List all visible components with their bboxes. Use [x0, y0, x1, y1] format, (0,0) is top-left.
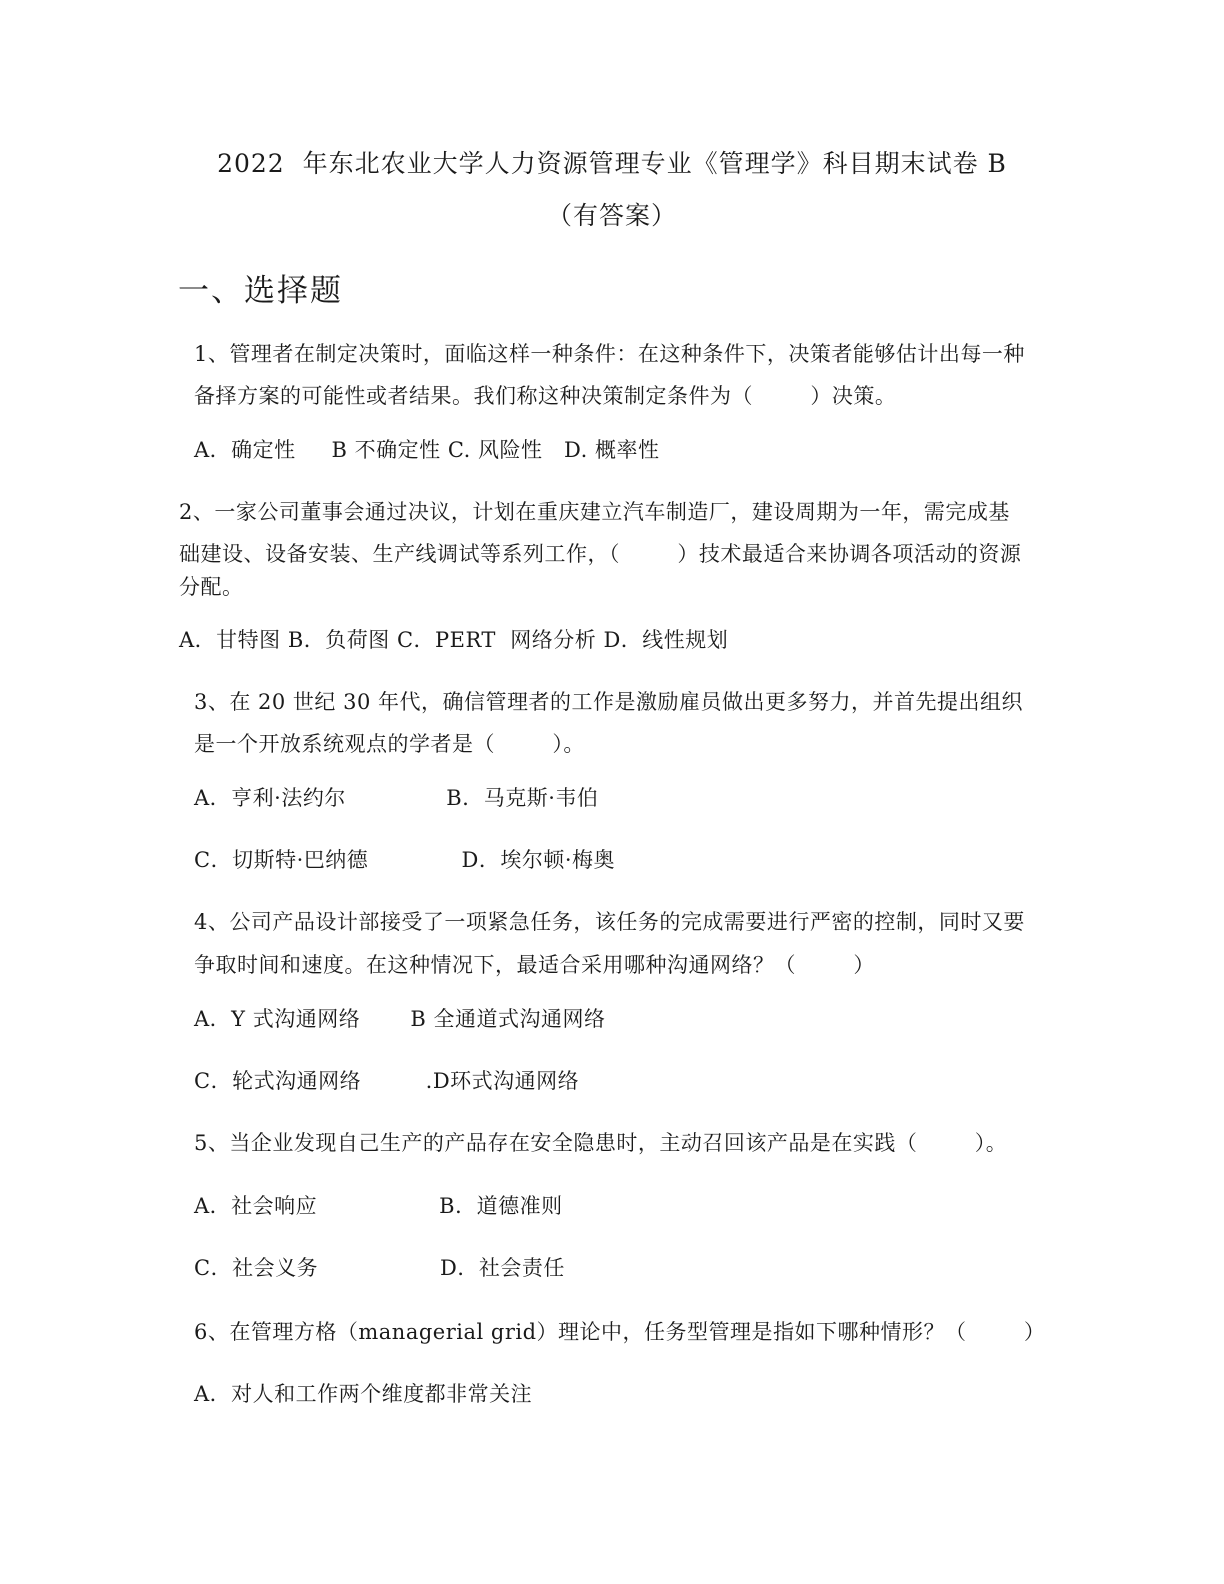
question-6-line-1: 6、在管理方格（managerial grid）理论中，任务型管理是指如下哪种情形？（ ） — [194, 1320, 1046, 1344]
question-4-line-2: 争取时间和速度。在这种情况下，最适合采用哪种沟通网络？（ ） — [194, 953, 875, 977]
document-subtitle: （有答案） — [546, 201, 677, 230]
question-4-line-1: 4、公司产品设计部接受了一项紧急任务，该任务的完成需要进行严密的控制，同时又要 — [194, 910, 1025, 934]
question-2-options: A．甘特图 B．负荷图 C．PERT 网络分析 D．线性规划 — [179, 628, 729, 652]
question-3-option-row-2: C．切斯特·巴纳德 D．埃尔顿·梅奥 — [194, 848, 616, 872]
question-3-line-1: 3、在 20 世纪 30 年代，确信管理者的工作是激励雇员做出更多努力，并首先提出组织 — [194, 690, 1024, 714]
question-1-line-2: 备择方案的可能性或者结果。我们称这种决策制定条件为（ ）决策。 — [194, 384, 897, 408]
question-5-line-1: 5、当企业发现自己生产的产品存在安全隐患时，主动召回该产品是在实践（ ）。 — [194, 1131, 1008, 1155]
question-5-option-row-1: A．社会响应 B．道德准则 — [194, 1194, 563, 1218]
question-3-option-row-1: A．亨利·法约尔 B．马克斯·韦伯 — [194, 786, 599, 810]
question-2-line-1: 2、一家公司董事会通过决议，计划在重庆建立汽车制造厂，建设周期为一年，需完成基 — [179, 500, 1010, 524]
question-1-options: A．确定性 B 不确定性 C. 风险性 D. 概率性 — [194, 438, 660, 462]
question-3-line-2: 是一个开放系统观点的学者是（ ）。 — [194, 732, 585, 756]
section-heading: 一、选择题 — [178, 273, 343, 309]
question-2-line-2: 础建设、设备安装、生产线调试等系列工作，（ ）技术最适合来协调各项活动的资源 — [179, 542, 1022, 566]
question-5-option-row-2: C．社会义务 D．社会责任 — [194, 1256, 565, 1280]
document-title: 2022 年东北农业大学人力资源管理专业《管理学》科目期末试卷 B — [217, 149, 1007, 178]
question-6-option-row-1: A．对人和工作两个维度都非常关注 — [194, 1382, 533, 1406]
question-4-option-row-2: C．轮式沟通网络 .D环式沟通网络 — [194, 1069, 580, 1093]
question-2-line-3: 分配。 — [179, 575, 244, 599]
question-4-option-row-1: A．Y 式沟通网络 B 全通道式沟通网络 — [194, 1007, 606, 1031]
question-1-line-1: 1、管理者在制定决策时，面临这样一种条件：在这种条件下，决策者能够估计出每一种 — [194, 342, 1025, 366]
